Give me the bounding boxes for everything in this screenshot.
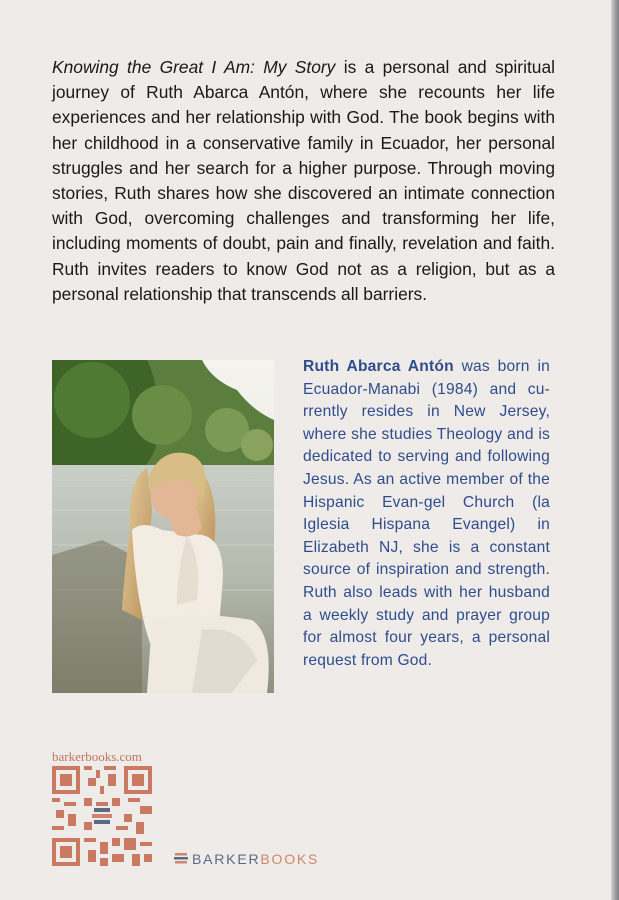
blurb-text: is a personal and spiritual journey of Ruth Abarca Antón, where she recounts her life experiences and her relationship with God. The book begins with her childhood in a conservative family in Ecuador, her personal struggles and her search for a higher purpose. Through moving stories, Ruth shares how she discovered an intimate connection with God, overcoming challenges and transforming her life, including moments of doubt, pain and finally, revelation and faith. Ruth invites readers to know God not as a religion, but as a personal relationship that transcends all barriers. <box>52 57 555 304</box>
brand-word-1: BARKER <box>192 851 261 867</box>
qr-code[interactable] <box>52 766 152 866</box>
publisher-website[interactable]: barkerbooks.com <box>52 749 142 764</box>
publisher-logo <box>174 851 319 867</box>
book-blurb <box>52 55 555 307</box>
bio-text: was born in Ecuador-Manabi (1984) and cu-rrently resides in New Jersey, where she studies Theology and is dedicated to serving and following Jesus. As an active member of the Hispanic Evan-gel Church (la Iglesia Hispana Evangel) in Elizabeth NJ, she is a constant source of inspiration and strength. Ruth also leads with her husband a weekly study and prayer group for almost four years, a personal request from God. <box>303 358 550 669</box>
book-spine-edge <box>611 0 619 900</box>
author-bio <box>303 356 550 672</box>
author-name: Ruth Abarca Antón <box>303 358 454 375</box>
books-icon <box>174 851 188 867</box>
book-title: Knowing the Great I Am: My Story <box>52 57 336 77</box>
brand-word-2: BOOKS <box>260 851 320 867</box>
author-photo <box>52 360 274 693</box>
